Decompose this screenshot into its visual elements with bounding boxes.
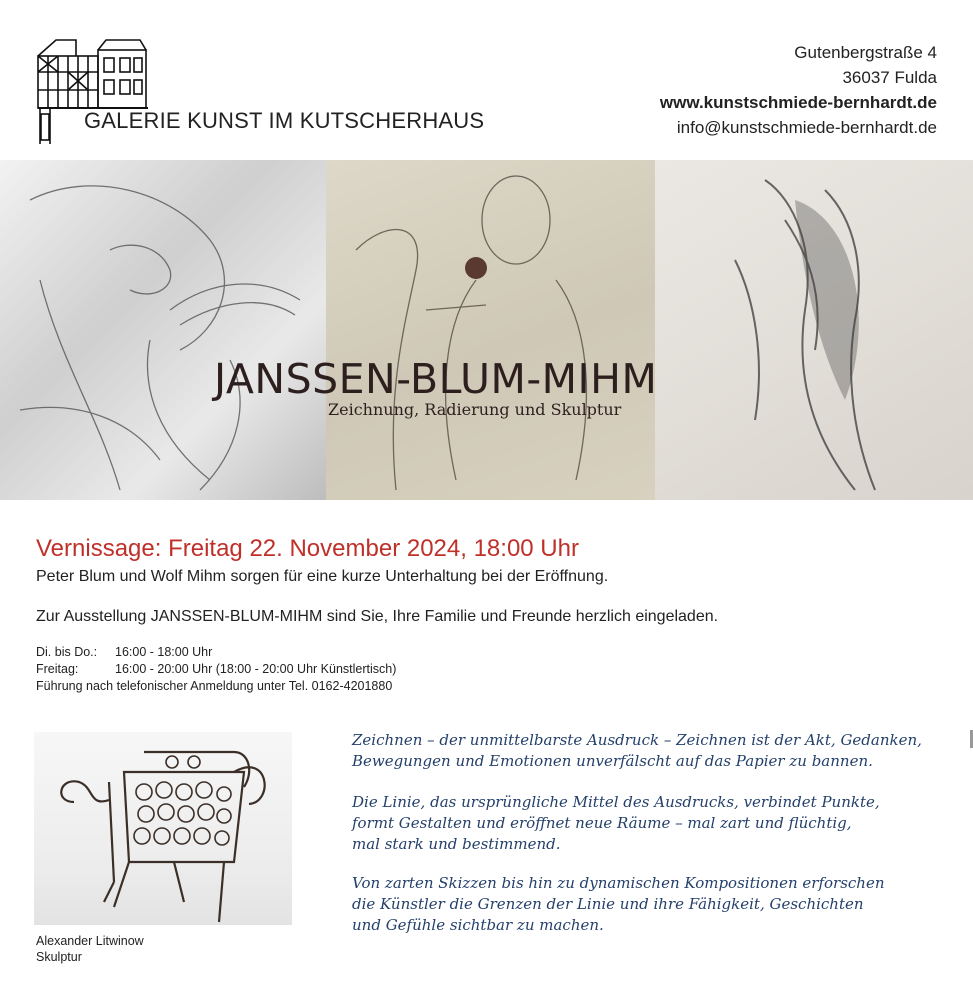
hours-label: Di. bis Do.: — [36, 645, 98, 659]
paragraph-line: Zeichnen – der unmittelbarste Ausdruck – Zeichnen ist der Akt, Gedanken, — [352, 731, 922, 749]
sculpture-photo — [34, 732, 292, 925]
hours-row — [36, 644, 396, 661]
paragraph-line: formt Gestalten und eröffnet neue Räume – mal zart und flüchtig, — [352, 814, 852, 832]
exhibition-subtitle: Zeichnung, Radierung und Skulptur — [328, 400, 622, 419]
tour-note: Führung nach telefonischer Anmeldung unter Tel. 0162-4201880 — [36, 679, 393, 693]
paragraph-line: mal stark und bestimmend. — [352, 835, 561, 853]
paragraph-compositions — [352, 873, 942, 936]
paragraph-line: Von zarten Skizzen bis hin zu dynamischen Kompositionen erforschen — [352, 874, 885, 892]
exhibition-title: JANSSEN-BLUM-MIHM — [214, 355, 658, 403]
vernissage-heading: Vernissage: Freitag 22. November 2024, 18:00 Uhr — [36, 535, 579, 562]
photo-caption — [36, 933, 144, 965]
gallery-name: GALERIE KUNST IM KUTSCHERHAUS — [84, 108, 485, 133]
hours-value: 16:00 - 18:00 Uhr — [115, 645, 213, 659]
caption-type: Skulptur — [36, 950, 82, 964]
artwork-sketch-janssen — [0, 160, 326, 500]
invitation-note: Zur Ausstellung JANSSEN-BLUM-MIHM sind Sie, Ihre Familie und Freunde herzlich eingeladen. — [36, 608, 719, 625]
paragraph-line: Die Linie, das ursprüngliche Mittel des Ausdrucks, verbindet Punkte, — [352, 793, 880, 811]
artwork-clown-drawing-blum — [326, 160, 655, 500]
paragraph-line-art — [352, 792, 942, 855]
paragraph-line: die Künstler die Grenzen der Linie und ihre Fähigkeit, Geschichten — [352, 895, 864, 913]
address-city: 36037 Fulda — [842, 68, 937, 87]
hours-row — [36, 661, 396, 678]
hours-value: 16:00 - 20:00 Uhr (18:00 - 20:00 Uhr Künstlertisch) — [115, 662, 397, 676]
caption-artist: Alexander Litwinow — [36, 934, 144, 948]
hours-label: Freitag: — [36, 662, 79, 676]
address-street: Gutenbergstraße 4 — [794, 43, 937, 62]
paragraph-line: Bewegungen und Emotionen unverfälscht auf das Papier zu bannen. — [352, 752, 873, 770]
opening-note: Peter Blum und Wolf Mihm sorgen für eine kurze Unterhaltung bei der Eröffnung. — [36, 568, 609, 585]
artwork-banner — [0, 160, 973, 500]
paragraph-line: und Gefühle sichtbar zu machen. — [352, 916, 604, 934]
opening-hours — [36, 644, 396, 695]
website-link[interactable]: www.kunstschmiede-bernhardt.de — [659, 93, 937, 112]
artwork-figure-drawing-mihm — [655, 160, 973, 500]
contact-block — [660, 40, 937, 140]
email-link[interactable]: info@kunstschmiede-bernhardt.de — [676, 118, 937, 137]
paragraph-drawing — [352, 730, 942, 772]
